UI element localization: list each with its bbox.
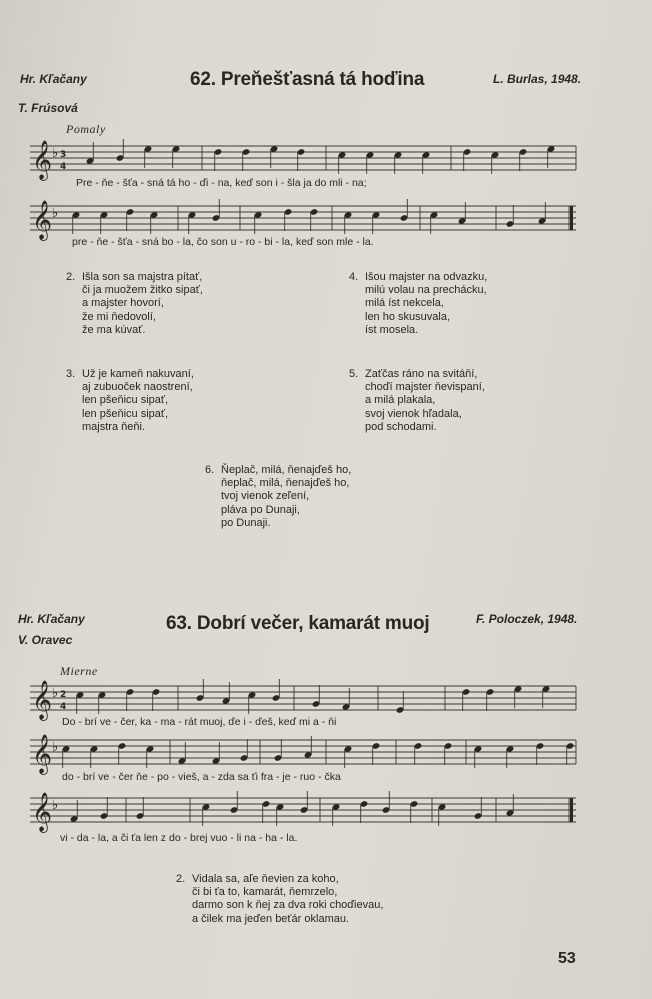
song63-notes-1 [76, 679, 551, 714]
song62-lyrics-2: pre - ňe - šťa - sná bo - la, čo son u - ro - bi - la, keď son mle - la. [72, 236, 374, 248]
song62-staff-1 [30, 138, 578, 182]
final-barline [570, 798, 573, 822]
song62-verse-6: 6. Ňeplač, milá, ňenajďeš ho, ňeplač, milá, ňenajďeš ho, tvoj vienok zeľení, pláva po Dunaji, po Dunaji. [205, 464, 352, 529]
flat-icon: ♭ [52, 740, 59, 755]
treble-clef-icon: 𝄞 [32, 734, 53, 774]
song62-verse-3: 3. Už je kameň nakuvaní, aj zubuoček naostrení, len pšeňicu sipať, len pšeňicu sipať, majstra ňeňi. [66, 368, 194, 433]
song62-notes-1 [86, 139, 556, 174]
treble-clef-icon: 𝄞 [32, 140, 53, 180]
song62-verse-5: 5. Zaťčas ráno na svitáňí, choďí majster ňevispaní, a milá plakala, svoj vienok hľadala, pod schodami. [349, 368, 485, 433]
song63-lyrics-3: vi - da - la, a či ťa len z do - brej vuo - li na - ha - la. [60, 832, 298, 844]
page-number: 53 [558, 950, 576, 967]
song62-tempo: Pomaly [66, 122, 106, 136]
song63-poet: Hr. Kľačany [18, 612, 85, 626]
song63-notes-3 [70, 791, 515, 826]
time-signature: 3 [60, 150, 67, 160]
song63-lyrics-2: do - brí ve - čer ňe - po - vieš, a - zda sa ťi fra - je - ruo - čka [62, 771, 341, 783]
song62-lyrics-1: Pre - ňe - šťa - sná tá ho - ďi - na, keď son i - šla ja do mli - na; [76, 177, 367, 189]
song63-arranger: V. Oravec [18, 633, 73, 647]
flat-icon: ♭ [52, 686, 59, 701]
song62-arranger: T. Frúsová [18, 101, 78, 115]
song63-tempo: Mierne [60, 664, 98, 678]
final-barline [570, 206, 573, 230]
song62-author: L. Burlas, 1948. [493, 72, 582, 86]
song62-title: 62. Preňešťasná tá hoďina [190, 69, 425, 90]
song63-verse-2: 2. Vidala sa, aľe ňevien za koho, či bi ťa to, kamarát, ňemrzelo, darmo son k ňej za dva roki choďievau, a čilek ma jeďen beťár oklamau. [176, 873, 384, 925]
song62-poet: Hr. Kľačany [20, 72, 87, 86]
song63-title: 63. Dobrí večer, kamarát muoj [166, 613, 430, 634]
song63-staff-2 [30, 732, 578, 776]
song62-verse-2: 2. Išla son sa majstra pítať, či ja muožem žitko sipať, a majster hovorí, že mi ňedovolí, že ma kúvať. [66, 271, 203, 336]
svg-text:4: 4 [60, 162, 67, 172]
flat-icon: ♭ [52, 798, 59, 813]
song62-verse-4: 4. Išou majster na odvazku, milú volau na prechácku, milá íst nekcela, len ho skusuvala, íst mosela. [349, 271, 488, 336]
treble-clef-icon: 𝄞 [32, 792, 53, 832]
flat-icon: ♭ [52, 146, 59, 161]
song63-lyrics-1: Do - brí ve - čer, ka - ma - rát muoj, ďe i - ďeš, keď mi a - ňi [62, 716, 337, 728]
svg-text:4: 4 [60, 702, 67, 712]
song62-notes-2 [72, 199, 547, 234]
song63-staff-3 [30, 790, 578, 834]
treble-clef-icon: 𝄞 [32, 200, 53, 240]
flat-icon: ♭ [52, 206, 59, 221]
treble-clef-icon: 𝄞 [32, 680, 53, 720]
song63-author: F. Poloczek, 1948. [476, 612, 578, 626]
time-signature: 2 [60, 690, 67, 700]
